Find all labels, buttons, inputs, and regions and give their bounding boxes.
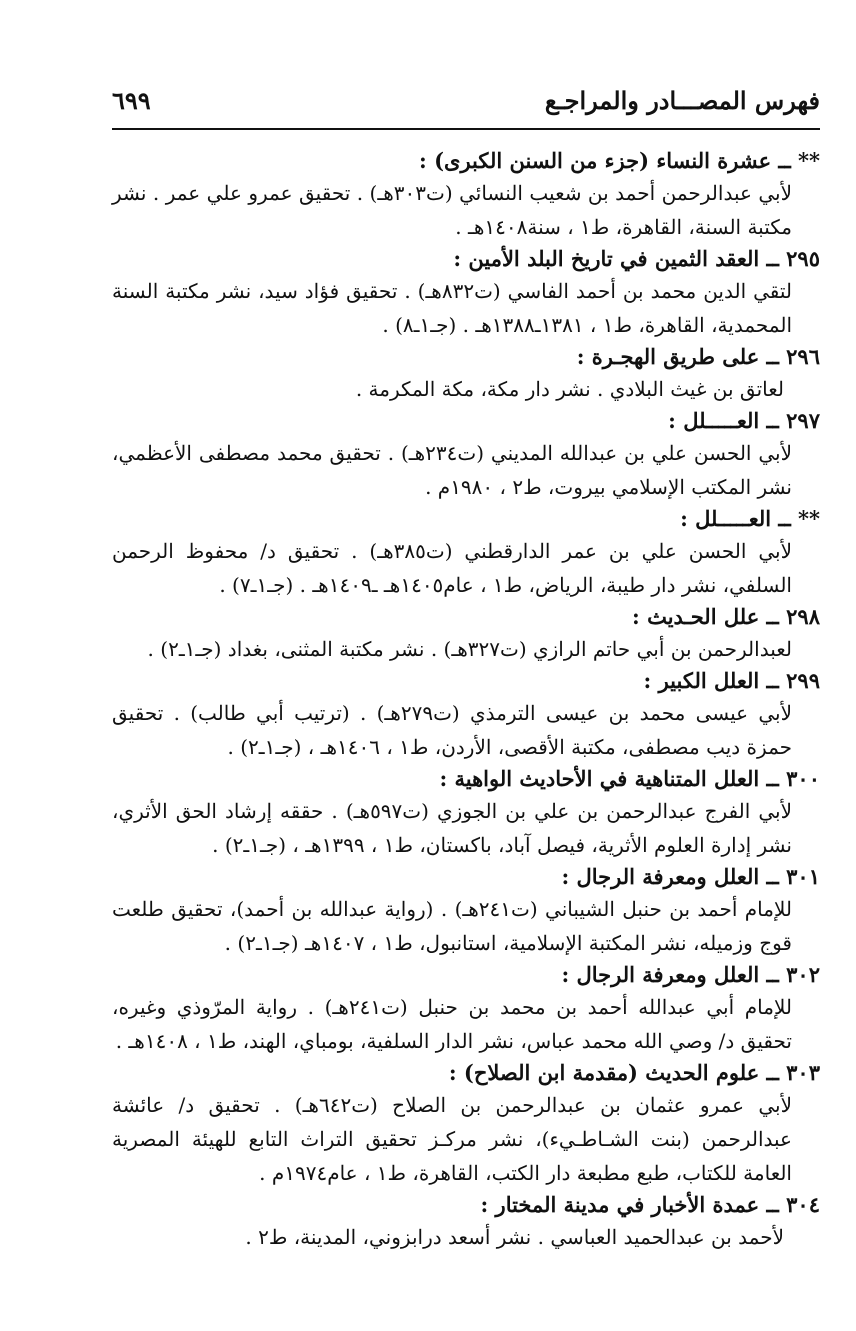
entry-body: للإمام أبي عبدالله أحمد بن محمد بن حنبل (ت٢٤١هـ) . رواية المرّوذي وغيره، تحقيق د/ وصي الله محمد عباس، نشر الدار السلفية، بومباي، الهند، ط١ ، ١٤٠٨هـ . <box>112 995 792 1053</box>
entry-heading: ٢٩٨ ــ علل الحـديث : <box>632 604 820 629</box>
entry-heading: ٣٠٤ ــ عمدة الأخبار في مدينة المختار : <box>480 1192 820 1217</box>
bibliography-entry <box>112 764 820 862</box>
bibliography-entry <box>112 602 820 666</box>
bibliography-entry <box>112 342 820 406</box>
entry-body: لأبي عمرو عثمان بن عبدالرحمن بن الصلاح (ت٦٤٢هـ) . تحقيق د/ عائشة عبدالرحمن (بنت الشـاطـيء)، نشر مركـز تحقيق التراث التابع للهيئة المصرية العامة للكتاب، طبع مطبعة دار الكتب، القاهرة، ط١ ، عام١٩٧٤م . <box>112 1093 792 1185</box>
entry-body: لأبي الفرج عبدالرحمن بن علي بن الجوزي (ت٥٩٧هـ) . حققه إرشاد الحق الأثري، نشر إدارة العلوم الأثرية، فيصل آباد، باكستان، ط١ ، ١٣٩٩هـ ، (جـ١ـ٢) . <box>112 799 792 857</box>
running-title: فهرس المصـــادر والمراجـع <box>544 86 820 115</box>
entry-heading: ** ــ العـــــلل : <box>680 506 820 531</box>
bibliography-entry <box>112 1190 820 1254</box>
entry-body: لأبي عبدالرحمن أحمد بن شعيب النسائي (ت٣٠٣هـ) . تحقيق عمرو علي عمر . نشر مكتبة السنة، القاهرة، ط١ ، سنة١٤٠٨هـ . <box>112 181 793 239</box>
header-rule <box>112 128 820 130</box>
entry-body: لعاتق بن غيث البلادي . نشر دار مكة، مكة المكرمة . <box>355 377 784 401</box>
entry-heading: ٣٠٣ ــ علوم الحديث (مقدمة ابن الصلاح) : <box>448 1060 820 1085</box>
entry-heading: ٢٩٦ ــ على طريق الهجـرة : <box>576 344 820 369</box>
bibliography-entry <box>112 862 820 960</box>
bibliography-entry <box>112 666 820 764</box>
entry-heading: ٣٠١ ــ العلل ومعرفة الرجال : <box>561 864 820 889</box>
bibliography-entry <box>112 960 820 1058</box>
bibliography-entry <box>112 146 820 244</box>
bibliography-entry <box>112 244 820 342</box>
bibliography-entry <box>112 1058 820 1190</box>
entry-heading: ٣٠٠ ــ العلل المتناهية في الأحاديث الواهية : <box>439 766 820 791</box>
page-header <box>112 80 820 120</box>
entry-body: لأبي الحسن علي بن عبدالله المديني (ت٢٣٤هـ) . تحقيق محمد مصطفى الأعظمي، نشر المكتب الإسلامي بيروت، ط٢ ، ١٩٨٠م . <box>112 441 792 499</box>
entry-body: لأبي الحسن علي بن عمر الدارقطني (ت٣٨٥هـ) . تحقيق د/ محفوظ الرحمن السلفي، نشر دار طيبة، الرياض، ط١ ، عام١٤٠٥هـ ـ١٤٠٩هـ . (جـ١ـ٧) . <box>112 539 792 597</box>
entry-heading: ٢٩٩ ــ العلل الكبير : <box>643 668 820 693</box>
entry-body: لأبي عيسى محمد بن عيسى الترمذي (ت٢٧٩هـ) . (ترتيب أبي طالب) . تحقيق حمزة ديب مصطفى، مكتبة الأقصى، الأردن، ط١ ، ١٤٠٦هـ ، (جـ١ـ٢) . <box>112 701 792 759</box>
bibliography-entry <box>112 504 820 602</box>
page-number: ٦٩٩ <box>112 86 151 115</box>
entry-heading: ٢٩٥ ــ العقد الثمين في تاريخ البلد الأمين : <box>453 246 820 271</box>
entry-body: لتقي الدين محمد بن أحمد الفاسي (ت٨٣٢هـ) . تحقيق فؤاد سيد، نشر مكتبة السنة المحمدية، القاهرة، ط١ ، ١٣٨١ـ١٣٨٨هـ . (جـ١ـ٨) . <box>112 279 793 337</box>
entry-heading: ٣٠٢ ــ العلل ومعرفة الرجال : <box>561 962 820 987</box>
entry-heading: ** ــ عشرة النساء (جزء من السنن الكبرى) : <box>419 148 820 173</box>
bibliography-entry <box>112 406 820 504</box>
entry-body: لأحمد بن عبدالحميد العباسي . نشر أسعد درابزوني، المدينة، ط٢ . <box>245 1225 784 1249</box>
entry-body: للإمام أحمد بن حنبل الشيباني (ت٢٤١هـ) . (رواية عبدالله بن أحمد)، تحقيق طلعت قوج وزميله، نشر المكتبة الإسلامية، استانبول، ط١ ، ١٤٠٧هـ (جـ١ـ٢) . <box>112 897 792 955</box>
bibliography-list <box>112 146 820 1254</box>
entry-heading: ٢٩٧ ــ العـــــلل : <box>668 408 820 433</box>
entry-body: لعبدالرحمن بن أبي حاتم الرازي (ت٣٢٧هـ) . نشر مكتبة المثنى، بغداد (جـ١ـ٢) . <box>147 637 792 661</box>
